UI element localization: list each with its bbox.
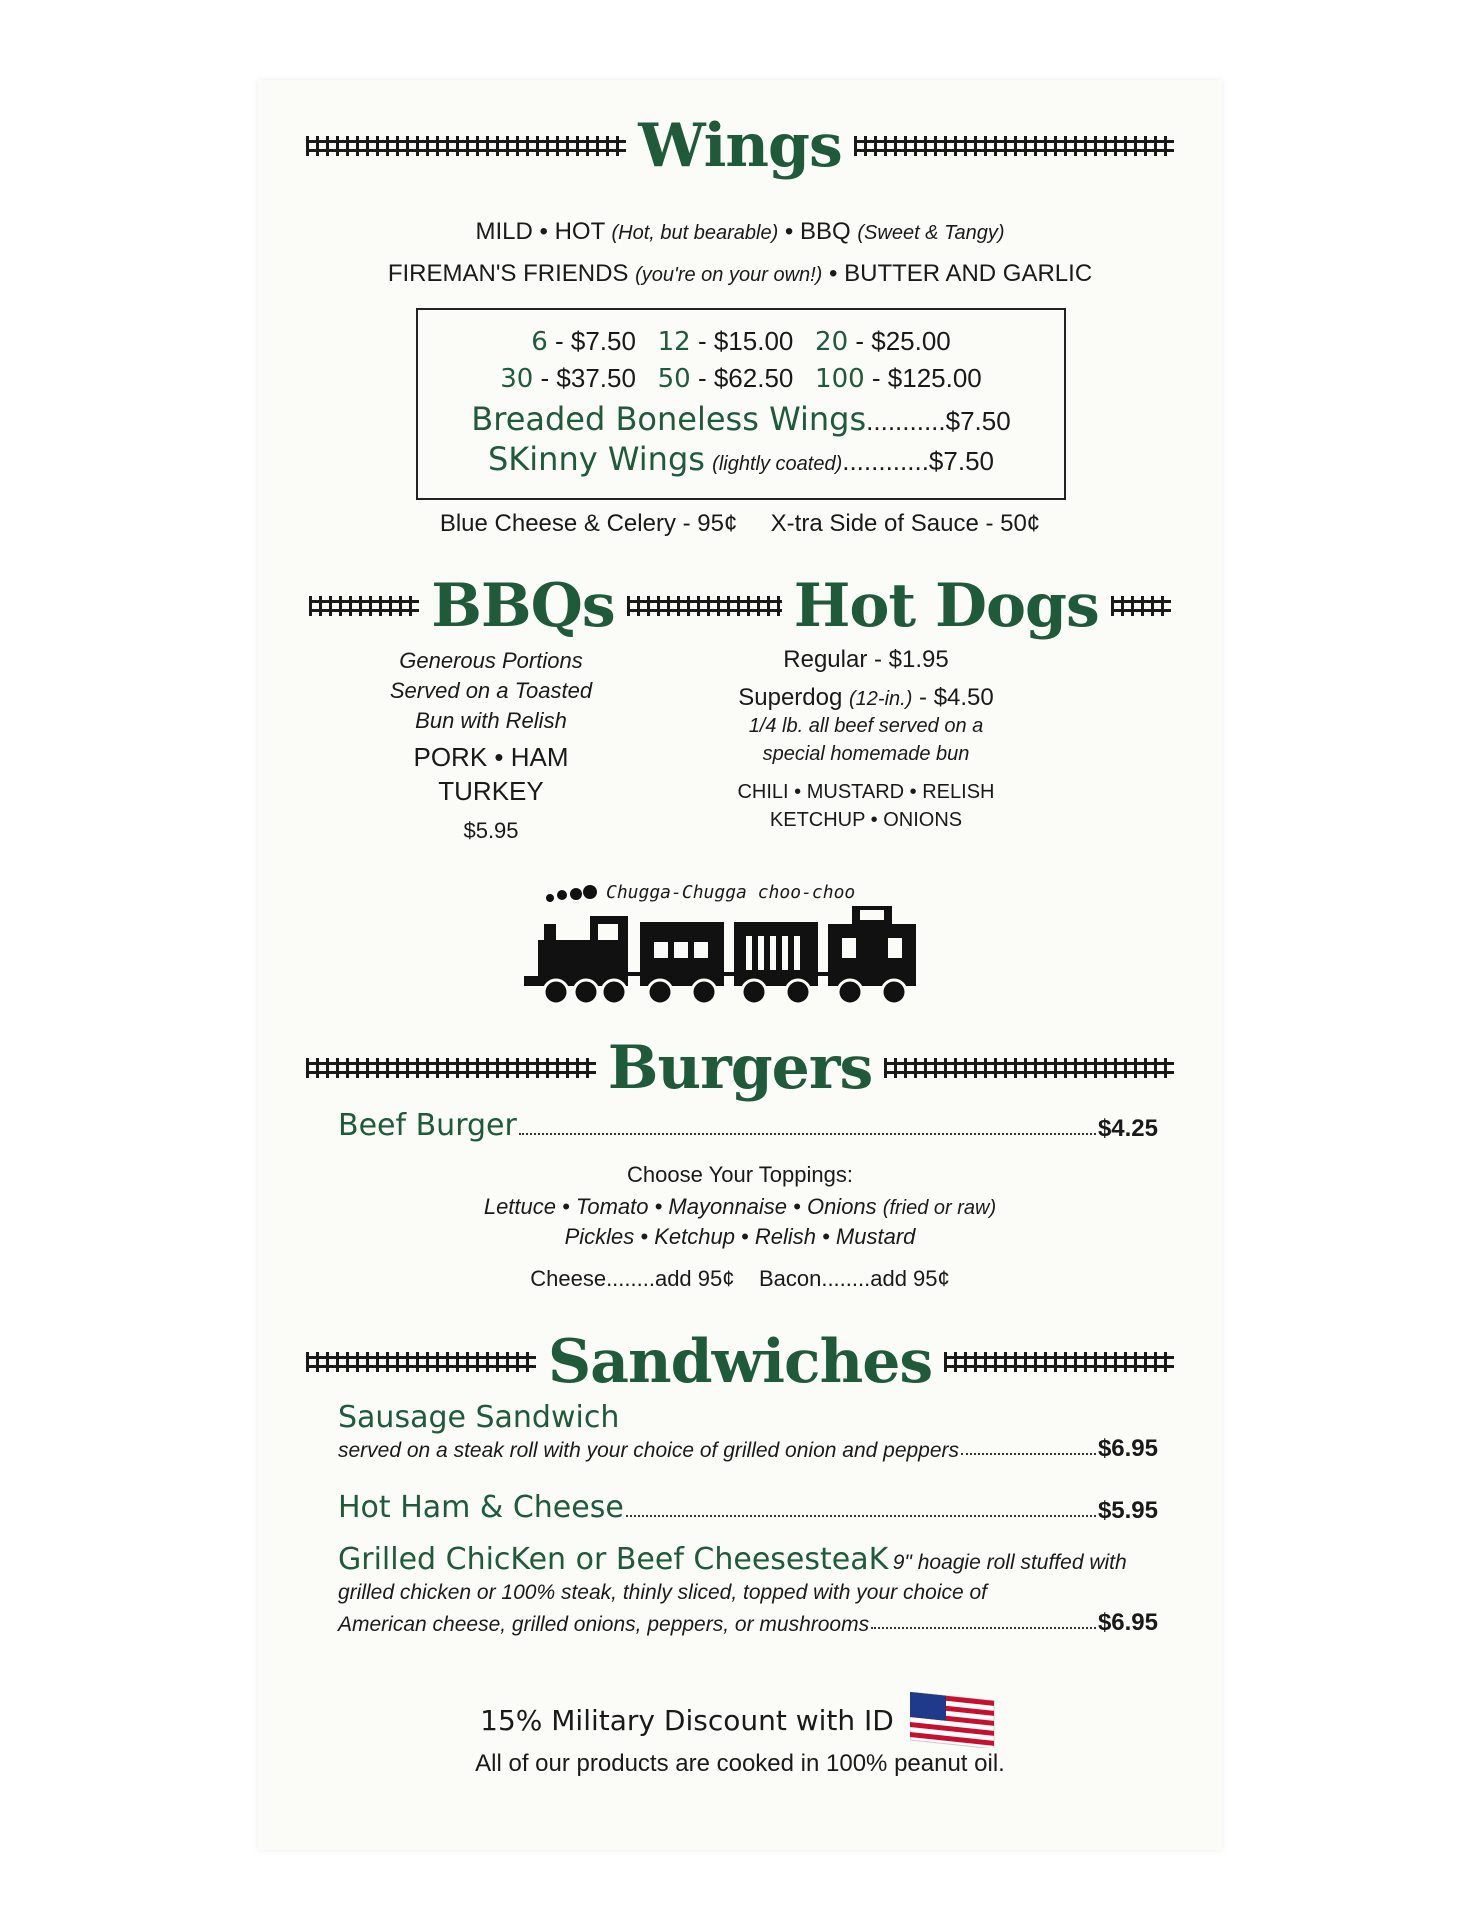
extra-sauce: X-tra Side of Sauce - 50¢ bbox=[770, 510, 1041, 537]
bbq-meats-turkey: TURKEY bbox=[438, 776, 544, 806]
rail-track-middle bbox=[627, 596, 782, 616]
flavor-bbq: BBQ bbox=[800, 218, 851, 245]
superdog-name: Superdog bbox=[738, 684, 843, 711]
skinny-wings-note: (lightly coated) bbox=[712, 453, 843, 475]
dot-leader bbox=[961, 1453, 1096, 1455]
rail-track-right bbox=[1111, 596, 1171, 616]
rail-track-left bbox=[309, 596, 419, 616]
sandwich-sausage bbox=[338, 1400, 1158, 1463]
wings-title: Wings bbox=[638, 111, 842, 181]
qty: 30 bbox=[500, 364, 534, 394]
hotdog-toppings: KETCHUP • ONIONS bbox=[769, 809, 963, 831]
qty: 50 bbox=[657, 364, 691, 394]
bbq-desc-line: Bun with Relish bbox=[415, 708, 567, 733]
sandwich-desc: grilled chicken or 100% steak, thinly sliced, topped with your choice of bbox=[338, 1581, 988, 1604]
peanut-oil-note: All of our products are cooked in 100% peanut oil. bbox=[475, 1750, 1005, 1777]
hotdog-toppings: CHILI • MUSTARD • RELISH bbox=[737, 781, 995, 803]
bbq-desc-line: Served on a Toasted bbox=[389, 678, 593, 703]
qty: 12 bbox=[657, 327, 691, 357]
onions-note: (fried or raw) bbox=[882, 1197, 997, 1219]
sandwich-name: Hot Ham & Cheese bbox=[338, 1490, 624, 1525]
skinny-wings-name: SKinny Wings bbox=[487, 440, 705, 478]
boneless-wings-price: $7.50 bbox=[945, 406, 1011, 436]
addon-bacon: Bacon........add 95¢ bbox=[758, 1266, 950, 1291]
price: - $15.00 bbox=[697, 326, 794, 356]
qty: 6 bbox=[531, 327, 548, 357]
sandwich-name: Grilled ChicKen or Beef CheesesteaK bbox=[338, 1542, 889, 1577]
burgers-title: Burgers bbox=[607, 1033, 873, 1103]
bbq-column bbox=[356, 646, 626, 844]
hotdogs-title: Hot Dogs bbox=[793, 571, 1099, 641]
qty: 100 bbox=[815, 364, 865, 394]
rail-track-left bbox=[306, 1058, 596, 1078]
sandwiches-title: Sandwiches bbox=[547, 1327, 933, 1397]
price: - $25.00 bbox=[855, 326, 951, 356]
wings-flavors-line1: MILD • HOT (Hot, but bearable) • BBQ (Sweet & Tangy) bbox=[475, 218, 1005, 245]
superdog-price: - $4.50 bbox=[919, 684, 994, 711]
hotdogs-column bbox=[696, 646, 1036, 834]
superdog-line bbox=[696, 684, 1036, 712]
dot-leader bbox=[519, 1133, 1096, 1135]
toppings-line: Lettuce • Tomato • Mayonnaise • Onions bbox=[483, 1194, 877, 1219]
bbq-meats: PORK • HAM bbox=[413, 742, 569, 772]
wings-prices-row1 bbox=[418, 326, 1064, 357]
bbq-price: $5.95 bbox=[463, 818, 519, 843]
bbq-hotdogs-heading bbox=[258, 571, 1222, 641]
hotdog-regular: Regular - $1.95 bbox=[783, 646, 949, 673]
superdog-size: (12-in.) bbox=[849, 688, 913, 710]
sandwiches-heading bbox=[258, 1327, 1222, 1397]
rail-track-right bbox=[854, 136, 1174, 156]
boneless-wings-name: Breaded Boneless Wings bbox=[471, 400, 867, 438]
sandwich-ham-cheese bbox=[338, 1490, 1158, 1525]
wings-prices-row2 bbox=[418, 363, 1064, 394]
rail-track-left bbox=[306, 136, 626, 156]
skinny-wings-row: SKinny Wings (lightly coated)............$7.50 bbox=[487, 440, 994, 478]
price: - $125.00 bbox=[871, 363, 982, 393]
flavor-firemans-note: (you're on your own!) bbox=[635, 264, 823, 286]
sandwich-desc: American cheese, grilled onions, peppers, or mushrooms bbox=[338, 1613, 870, 1636]
beef-burger-row bbox=[338, 1108, 1158, 1143]
military-discount: 15% Military Discount with ID bbox=[480, 1703, 894, 1737]
train-illustration bbox=[520, 880, 940, 1010]
beef-burger-name: Beef Burger bbox=[338, 1108, 517, 1143]
boneless-wings-row: Breaded Boneless Wings...........$7.50 bbox=[471, 400, 1011, 438]
superdog-desc: 1/4 lb. all beef served on a bbox=[748, 715, 984, 737]
price: - $62.50 bbox=[697, 363, 794, 393]
rail-track-left bbox=[306, 1352, 536, 1372]
sandwich-price: $5.95 bbox=[1097, 1497, 1158, 1524]
beef-burger-price: $4.25 bbox=[1097, 1115, 1158, 1142]
bbq-title: BBQs bbox=[431, 571, 615, 641]
qty: 20 bbox=[815, 327, 849, 357]
sandwich-price: $6.95 bbox=[1097, 1609, 1158, 1636]
addon-cheese: Cheese........add 95¢ bbox=[530, 1266, 735, 1291]
wings-price-box bbox=[416, 308, 1066, 500]
flavor-mild: MILD bbox=[475, 218, 533, 245]
flavor-butter-garlic: BUTTER AND GARLIC bbox=[844, 260, 1093, 287]
toppings-line: Pickles • Ketchup • Relish • Mustard bbox=[564, 1224, 916, 1249]
sandwich-price: $6.95 bbox=[1097, 1435, 1158, 1462]
flavor-hot: HOT bbox=[554, 218, 605, 245]
wings-flavors-line2: FIREMAN'S FRIENDS (you're on your own!) • BUTTER AND GARLIC bbox=[387, 260, 1093, 287]
sandwich-desc: served on a steak roll with your choice of grilled onion and peppers bbox=[338, 1439, 960, 1462]
military-discount-row bbox=[258, 1692, 1222, 1748]
menu-page bbox=[258, 80, 1222, 1850]
superdog-desc: special homemade bun bbox=[762, 743, 970, 765]
extra-blue-cheese: Blue Cheese & Celery - 95¢ bbox=[439, 510, 738, 537]
sandwich-desc: 9" hoagie roll stuffed with bbox=[892, 1551, 1127, 1574]
rail-track-right bbox=[884, 1058, 1174, 1078]
wings-heading bbox=[258, 111, 1222, 181]
sandwich-cheesesteak bbox=[338, 1542, 1158, 1637]
flavor-bbq-note: (Sweet & Tangy) bbox=[857, 222, 1005, 244]
wings-extras bbox=[258, 510, 1222, 538]
burger-toppings bbox=[258, 1162, 1222, 1292]
dot-leader bbox=[871, 1627, 1096, 1629]
price: - $7.50 bbox=[555, 326, 636, 356]
flavor-hot-note: (Hot, but bearable) bbox=[611, 222, 779, 244]
train-caption: Chugga-Chugga choo-choo bbox=[606, 882, 856, 903]
us-flag-icon bbox=[910, 1692, 1000, 1748]
burgers-heading bbox=[258, 1033, 1222, 1103]
toppings-title: Choose Your Toppings: bbox=[627, 1162, 853, 1187]
rail-track-right bbox=[944, 1352, 1174, 1372]
dot-leader bbox=[626, 1515, 1096, 1517]
flavor-firemans: FIREMAN'S FRIENDS bbox=[387, 260, 629, 287]
skinny-wings-price: $7.50 bbox=[928, 446, 994, 476]
sandwich-name: Sausage Sandwich bbox=[338, 1400, 620, 1435]
bbq-desc-line: Generous Portions bbox=[399, 648, 583, 673]
price: - $37.50 bbox=[540, 363, 636, 393]
